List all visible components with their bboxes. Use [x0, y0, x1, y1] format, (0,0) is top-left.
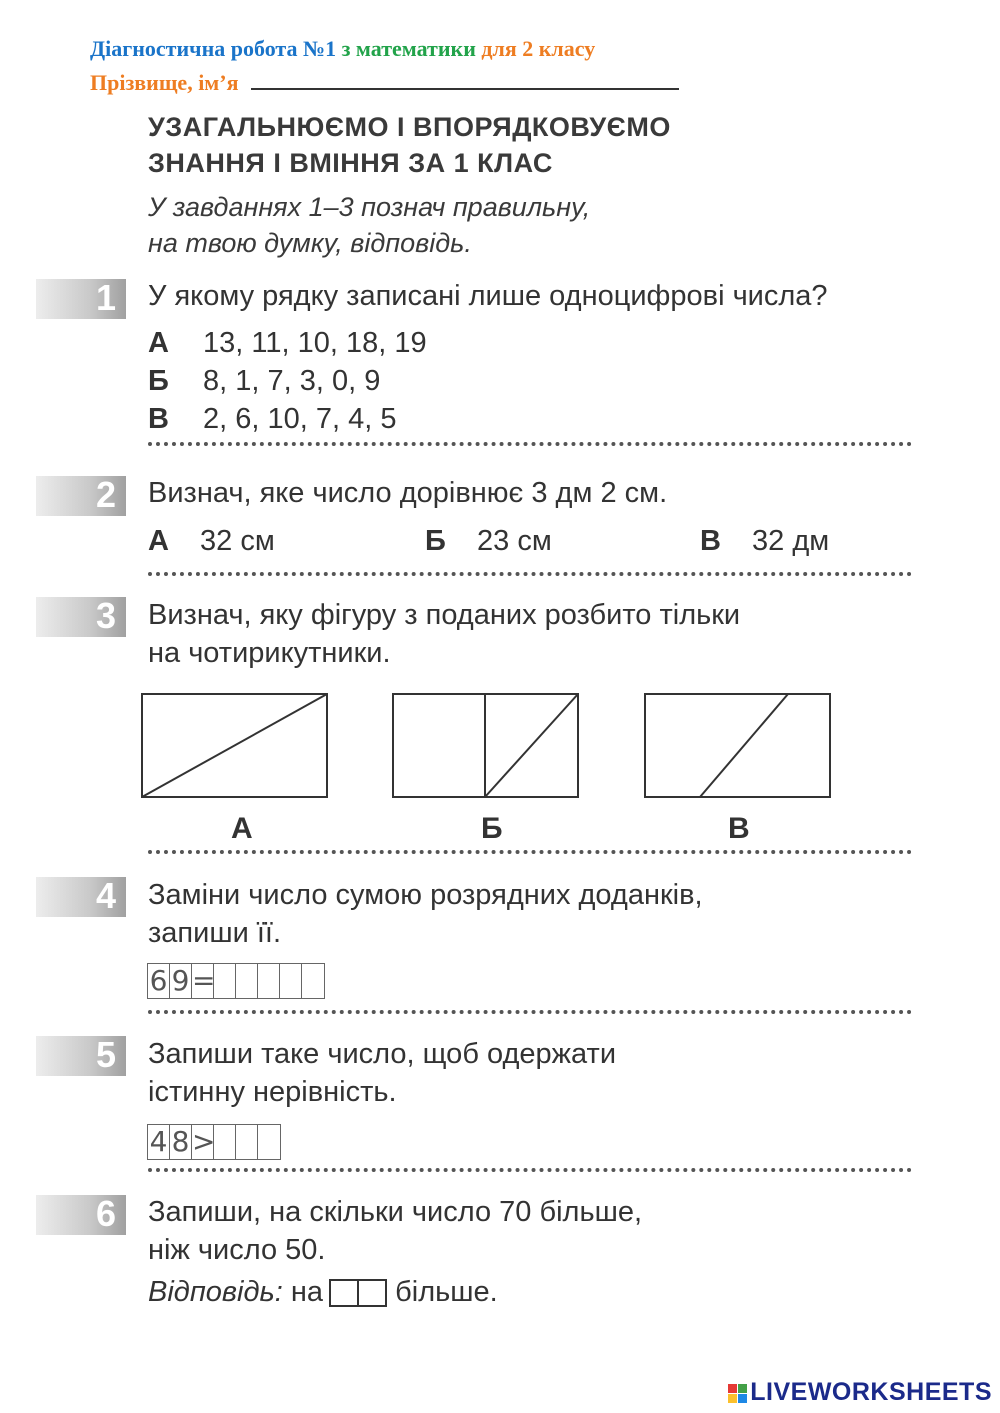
- divider: [148, 572, 912, 576]
- worksheet-heading: [90, 36, 595, 62]
- q5-text-line-2: істинну нерівність.: [148, 1076, 397, 1108]
- q4-text-line-1: Заміни число сумою розрядних доданків,: [148, 879, 703, 911]
- q5-answer-grid[interactable]: [147, 1124, 281, 1160]
- question-number-badge: 1: [36, 279, 126, 319]
- grid-cell[interactable]: [258, 1125, 280, 1159]
- q2-option-a[interactable]: А 32 см: [148, 525, 275, 557]
- q4-text-line-2: запиши її.: [148, 917, 282, 949]
- q1-option-c[interactable]: В 2, 6, 10, 7, 4, 5: [148, 403, 397, 435]
- heading-part-2: з математики: [341, 36, 476, 61]
- logo-square: [728, 1384, 737, 1393]
- logo-square: [728, 1394, 737, 1403]
- name-label: Прізвище, ім’я: [90, 70, 239, 95]
- q2-option-c[interactable]: В 32 дм: [700, 525, 830, 557]
- answer-cell[interactable]: [357, 1279, 387, 1307]
- q3-figures: [140, 692, 840, 804]
- q3-text-line-1: Визнач, яку фігуру з поданих розбито тільки: [148, 599, 741, 631]
- grid-cell: 4: [148, 1125, 170, 1159]
- question-number-badge: 6: [36, 1195, 126, 1235]
- figure-b[interactable]: [393, 694, 578, 797]
- q1-option-b[interactable]: Б 8, 1, 7, 3, 0, 9: [148, 365, 381, 397]
- intro-line-2: на твою думку, відповідь.: [148, 228, 472, 258]
- grid-cell[interactable]: [280, 964, 302, 998]
- figure-label-a: А: [231, 812, 253, 845]
- question-number-badge: 5: [36, 1036, 126, 1076]
- question-number-badge: 3: [36, 597, 126, 637]
- liveworksheets-logo: [728, 1378, 992, 1407]
- q6-text-line-2: ніж число 50.: [148, 1234, 326, 1266]
- q6-answer-row: [148, 1276, 498, 1309]
- q5-text-line-1: Запиши таке число, щоб одержати: [148, 1038, 617, 1070]
- grid-cell[interactable]: [302, 964, 324, 998]
- q1-text: У якому рядку записані лише одноцифрові числа?: [148, 280, 828, 312]
- figure-label-c: В: [728, 812, 750, 845]
- grid-cell[interactable]: [258, 964, 280, 998]
- divider: [148, 1010, 912, 1014]
- figure-c[interactable]: [645, 694, 830, 797]
- name-field[interactable]: [251, 70, 679, 90]
- grid-cell: 8: [170, 1125, 192, 1159]
- heading-part-3: для 2 класу: [481, 36, 596, 61]
- grid-cell: 9: [170, 964, 192, 998]
- grid-cell: 6: [148, 964, 170, 998]
- grid-cell[interactable]: [214, 1125, 236, 1159]
- logo-square: [738, 1384, 747, 1393]
- name-row: [90, 70, 679, 96]
- question-number-badge: 4: [36, 877, 126, 917]
- figure-a[interactable]: [142, 694, 327, 797]
- section-title-line-1: УЗАГАЛЬНЮЄМО І ВПОРЯДКОВУЄМО: [148, 112, 671, 142]
- answer-post: більше.: [395, 1276, 498, 1308]
- heading-part-1: Діагностична робота №1: [90, 36, 337, 61]
- grid-cell: =: [192, 964, 216, 997]
- q1-option-a[interactable]: А 13, 11, 10, 18, 19: [148, 327, 427, 359]
- q2-option-b[interactable]: Б 23 см: [425, 525, 552, 557]
- logo-icon: [728, 1384, 747, 1403]
- answer-label: Відповідь:: [148, 1276, 283, 1308]
- divider: [148, 442, 912, 446]
- intro-line-1: У завданнях 1–3 познач правильну,: [148, 192, 591, 222]
- q6-text-line-1: Запиши, на скільки число 70 більше,: [148, 1196, 643, 1228]
- grid-cell[interactable]: [214, 964, 236, 998]
- divider: [148, 1168, 912, 1172]
- q2-text: Визнач, яке число дорівнює 3 дм 2 см.: [148, 477, 668, 509]
- section-title-line-2: ЗНАННЯ І ВМІННЯ ЗА 1 КЛАС: [148, 148, 553, 178]
- figure-label-b: Б: [481, 812, 503, 845]
- logo-text: LIVEWORKSHEETS: [750, 1378, 992, 1406]
- logo-square: [738, 1394, 747, 1403]
- q4-answer-grid[interactable]: [147, 963, 325, 999]
- question-number-badge: 2: [36, 476, 126, 516]
- answer-pre: на: [290, 1276, 324, 1308]
- divider: [148, 850, 912, 854]
- answer-cell[interactable]: [329, 1279, 359, 1307]
- grid-cell[interactable]: [236, 964, 258, 998]
- q3-text-line-2: на чотирикутники.: [148, 637, 391, 669]
- grid-cell[interactable]: [236, 1125, 258, 1159]
- grid-cell: >: [192, 1125, 216, 1158]
